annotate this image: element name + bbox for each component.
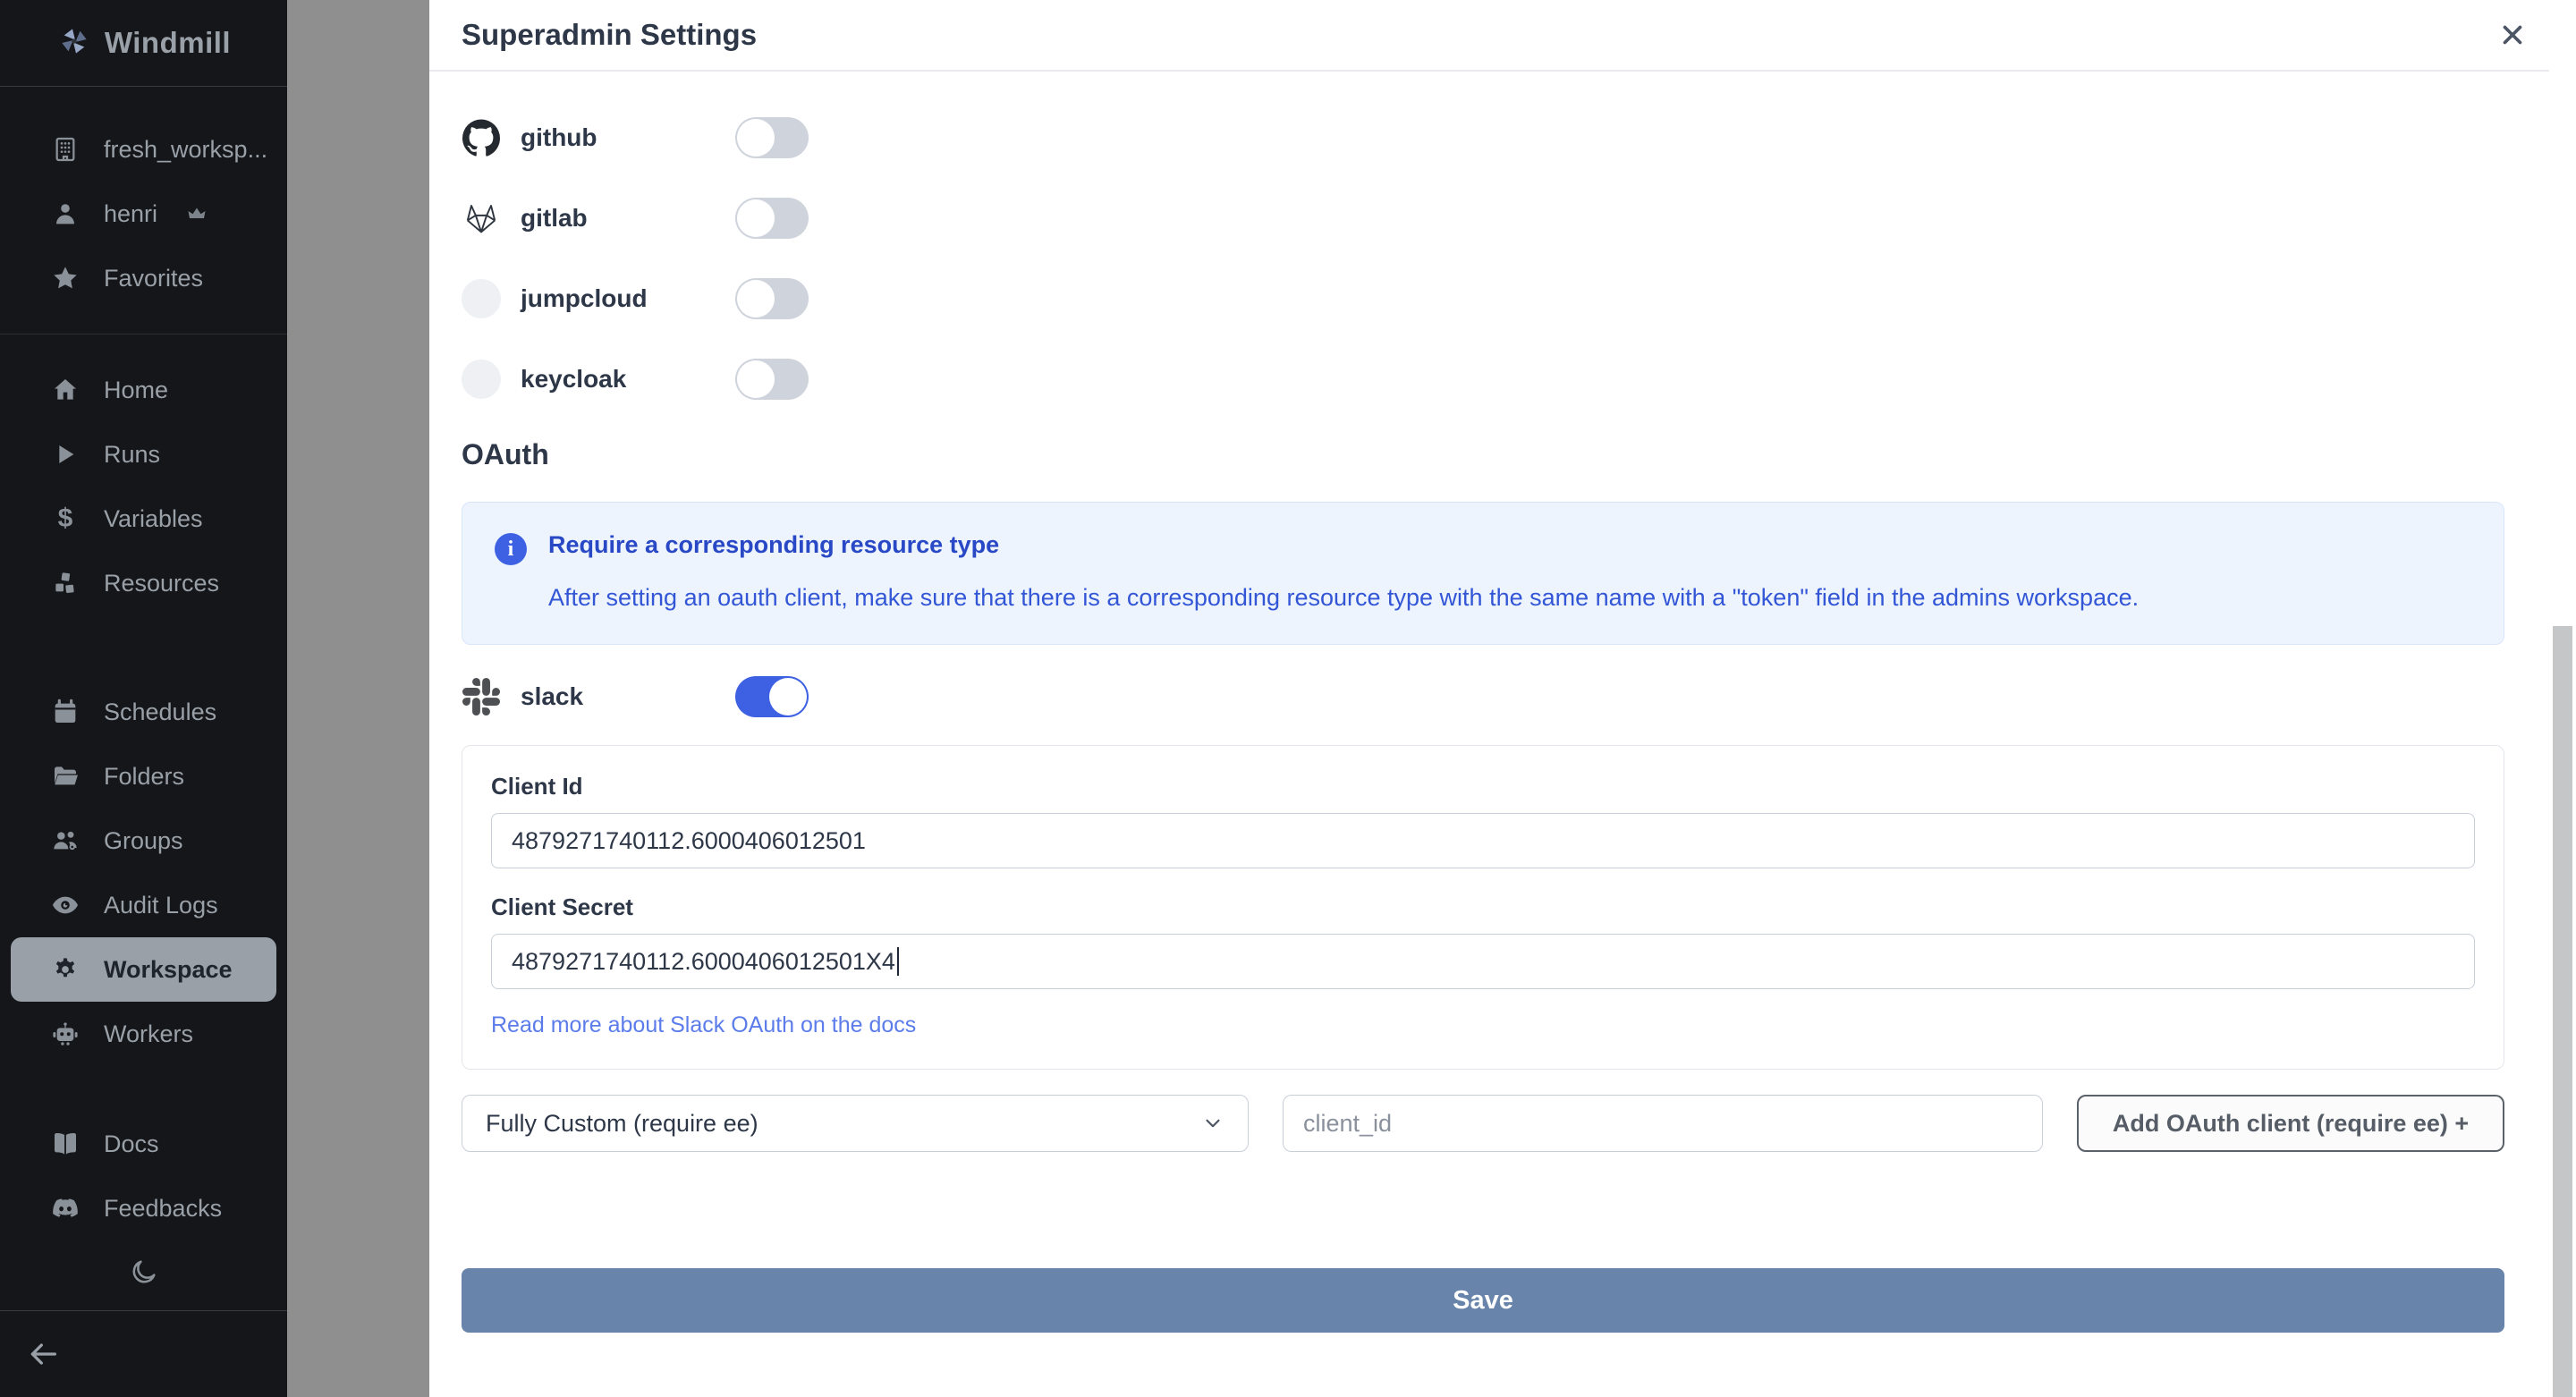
sso-providers xyxy=(462,116,2504,401)
sidebar-item-runs[interactable] xyxy=(11,422,276,487)
sidebar-item-favorites[interactable] xyxy=(11,246,276,310)
keycloak-placeholder-icon xyxy=(462,360,501,399)
drawer-body xyxy=(429,72,2576,1333)
folder-icon xyxy=(50,761,80,792)
toggle-knob xyxy=(769,678,807,715)
sidebar-item-workspace-switcher[interactable] xyxy=(11,117,276,182)
custom-oauth-row xyxy=(462,1095,2504,1152)
moon-icon[interactable] xyxy=(129,1257,159,1287)
gitlab-icon xyxy=(462,199,501,238)
crown-icon xyxy=(186,203,208,224)
sidebar-item-label: Resources xyxy=(104,569,220,597)
play-icon xyxy=(50,439,80,470)
sidebar-item-label: henri xyxy=(104,199,158,227)
jumpcloud-placeholder-icon xyxy=(462,279,501,318)
info-title: Require a corresponding resource type xyxy=(548,531,1000,558)
user-icon xyxy=(50,199,80,229)
toggle-knob xyxy=(737,360,775,398)
sidebar-item-label: Workspace xyxy=(104,955,233,983)
text-caret xyxy=(897,947,899,976)
sidebar-item-label: Audit Logs xyxy=(104,891,218,919)
provider-row-jumpcloud xyxy=(462,277,2504,320)
sidebar-item-groups[interactable] xyxy=(11,809,276,873)
arrow-left-icon[interactable] xyxy=(25,1336,61,1372)
info-box xyxy=(462,502,2504,645)
book-icon xyxy=(50,1129,80,1159)
jumpcloud-label: jumpcloud xyxy=(521,284,648,312)
client-id-label: Client Id xyxy=(491,773,583,800)
modal-backdrop[interactable] xyxy=(287,0,429,1397)
client-secret-input[interactable] xyxy=(491,934,2475,989)
sidebar-item-label: Workers xyxy=(104,1020,194,1047)
slack-oauth-docs-link[interactable]: Read more about Slack OAuth on the docs xyxy=(491,1012,917,1038)
oauth-kind-selected: Fully Custom (require ee) xyxy=(486,1109,758,1137)
star-icon xyxy=(50,263,80,293)
collapse-row xyxy=(0,1311,287,1397)
sidebar-item-label: Feedbacks xyxy=(104,1194,223,1222)
secondary-nav xyxy=(0,680,287,1066)
sidebar-item-workers[interactable] xyxy=(11,1002,276,1066)
workspace-group xyxy=(0,117,287,310)
primary-nav xyxy=(0,358,287,615)
client-secret-label: Client Secret xyxy=(491,893,633,921)
gitlab-toggle[interactable] xyxy=(735,198,809,239)
github-label: github xyxy=(521,123,597,151)
jumpcloud-toggle[interactable] xyxy=(735,278,809,319)
footer-nav xyxy=(0,1112,287,1240)
page-title: Superadmin Settings xyxy=(462,18,758,51)
calendar-icon xyxy=(50,697,80,727)
eye-icon xyxy=(50,890,80,920)
sidebar xyxy=(0,0,287,1397)
close-icon[interactable] xyxy=(2497,20,2528,50)
windmill-logo xyxy=(56,23,92,64)
divider xyxy=(0,86,287,87)
home-icon xyxy=(50,375,80,405)
sidebar-item-label: Home xyxy=(104,376,169,403)
github-toggle[interactable] xyxy=(735,117,809,158)
provider-row-github xyxy=(462,116,2504,159)
keycloak-toggle[interactable] xyxy=(735,359,809,400)
users-icon xyxy=(50,826,80,856)
discord-icon xyxy=(50,1193,80,1223)
info-content xyxy=(548,531,2139,614)
sidebar-item-folders[interactable] xyxy=(11,744,276,809)
dollar-icon: $ xyxy=(57,504,73,533)
client-secret-value: 4879271740112.6000406012501X4 xyxy=(512,947,895,975)
brand-name: Windmill xyxy=(104,26,232,59)
gear-icon xyxy=(50,954,80,985)
toggle-knob xyxy=(737,119,775,157)
sidebar-item-label: Favorites xyxy=(104,264,204,292)
custom-client-id-input[interactable] xyxy=(1283,1095,2043,1152)
sidebar-item-label: fresh_worksp... xyxy=(104,135,268,163)
sidebar-item-label: Folders xyxy=(104,762,185,790)
toggle-knob xyxy=(737,199,775,237)
provider-row-gitlab xyxy=(462,197,2504,240)
cubes-icon xyxy=(50,568,80,598)
info-icon: i xyxy=(495,533,527,565)
building-icon xyxy=(50,134,80,165)
spacer xyxy=(0,1066,287,1112)
slack-label: slack xyxy=(521,682,584,711)
sidebar-item-variables[interactable] xyxy=(11,487,276,551)
sidebar-item-audit-logs[interactable] xyxy=(11,873,276,937)
sidebar-item-label: Schedules xyxy=(104,698,217,725)
provider-row-keycloak xyxy=(462,358,2504,401)
brand[interactable] xyxy=(0,0,287,86)
github-icon xyxy=(462,118,501,157)
info-body: After setting an oauth client, make sure that there is a corresponding resource type with the same name with a "token" field in the admins workspace. xyxy=(548,584,2140,611)
sidebar-item-label: Variables xyxy=(104,504,203,532)
superadmin-settings-drawer xyxy=(429,0,2576,1397)
theme-row xyxy=(0,1240,287,1310)
robot-icon xyxy=(50,1019,80,1049)
sidebar-item-user-menu[interactable] xyxy=(11,182,276,246)
sidebar-item-home[interactable] xyxy=(11,358,276,422)
drawer-header xyxy=(429,0,2576,72)
sidebar-item-label: Groups xyxy=(104,826,183,854)
keycloak-label: keycloak xyxy=(521,365,627,393)
client-id-input[interactable] xyxy=(491,813,2475,868)
add-oauth-client-button[interactable]: Add OAuth client (require ee) + xyxy=(2077,1095,2504,1152)
slack-toggle[interactable] xyxy=(735,676,809,717)
sidebar-item-workspace[interactable] xyxy=(11,937,276,1002)
scrollbar-thumb[interactable] xyxy=(2553,626,2572,1397)
sidebar-item-docs[interactable] xyxy=(11,1112,276,1176)
sidebar-item-label: Docs xyxy=(104,1130,159,1157)
sidebar-item-resources[interactable] xyxy=(11,551,276,615)
slack-icon xyxy=(462,677,501,716)
chevron-down-icon xyxy=(1201,1112,1224,1135)
slack-row xyxy=(462,675,2504,718)
slack-client-panel xyxy=(462,745,2504,1070)
sidebar-item-feedbacks[interactable] xyxy=(11,1176,276,1240)
sidebar-item-label: Runs xyxy=(104,440,161,468)
gitlab-label: gitlab xyxy=(521,204,588,232)
oauth-heading: OAuth xyxy=(462,438,549,470)
oauth-kind-select[interactable] xyxy=(462,1095,1249,1152)
scrollbar-track xyxy=(2549,0,2576,1397)
sidebar-item-schedules[interactable] xyxy=(11,680,276,744)
save-button[interactable]: Save xyxy=(462,1268,2504,1333)
toggle-knob xyxy=(737,280,775,318)
